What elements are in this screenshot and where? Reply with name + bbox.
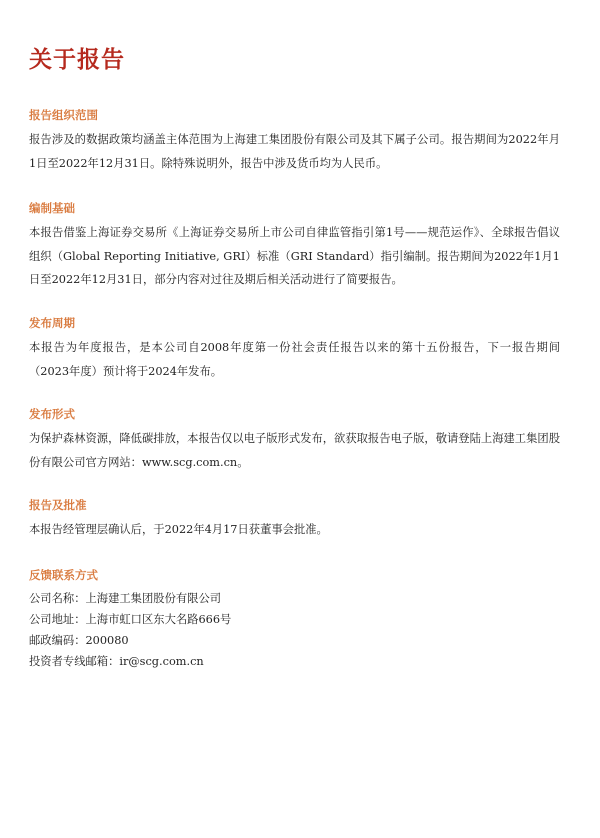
section-heading: 发布周期	[29, 316, 75, 330]
section-heading: 报告及批准	[29, 498, 87, 512]
title-block	[29, 44, 125, 105]
section-heading: 编制基础	[29, 201, 75, 215]
section-approval	[29, 497, 560, 542]
section-release-format	[29, 406, 560, 474]
section-body: 本报告为年度报告，是本公司自2008年度第一份社会责任报告以来的第十五份报告，下一报告期间（2023年度）预计将于2024年发布。	[29, 341, 560, 378]
section-body: 本报告借鉴上海证券交易所《上海证券交易所上市公司自律监管指引第1号——规范运作》、全球报告倡议组织（Global Reporting Initiative, GRI）标准（GRI Standard）指引编制。报告期间为2022年1月1日至2022年12月31日，部分内容对过往及期后相关活动进行了简要报告。	[29, 226, 560, 286]
section-heading: 报告组织范围	[29, 108, 98, 122]
page-title: 关于报告	[29, 47, 125, 73]
contact-address: 公司地址：上海市虹口区东大名路666号	[29, 613, 232, 626]
contact-investor-email: 投资者专线邮箱：ir@scg.com.cn	[29, 655, 204, 668]
section-body: 报告涉及的数据政策均涵盖主体范围为上海建工集团股份有限公司及其下属子公司。报告期间为2022年月1日至2022年12月31日。除特殊说明外，报告中涉及货币均为人民币。	[29, 133, 560, 170]
section-body: 为保护森林资源，降低碳排放，本报告仅以电子版形式发布，欲获取报告电子版，敬请登陆上海建工集团股份有限公司官方网站：www.scg.com.cn。	[29, 432, 560, 469]
section-organization-scope	[29, 107, 560, 175]
section-release-cycle	[29, 315, 560, 383]
section-heading: 发布形式	[29, 407, 75, 421]
section-feedback-contact	[29, 567, 231, 672]
section-heading: 反馈联系方式	[29, 568, 98, 582]
section-body: 本报告经管理层确认后，于2022年4月17日获董事会批准。	[29, 523, 328, 536]
section-compilation-basis	[29, 200, 560, 292]
contact-company-name: 公司名称：上海建工集团股份有限公司	[29, 592, 222, 605]
contact-postal-code: 邮政编码：200080	[29, 634, 129, 647]
